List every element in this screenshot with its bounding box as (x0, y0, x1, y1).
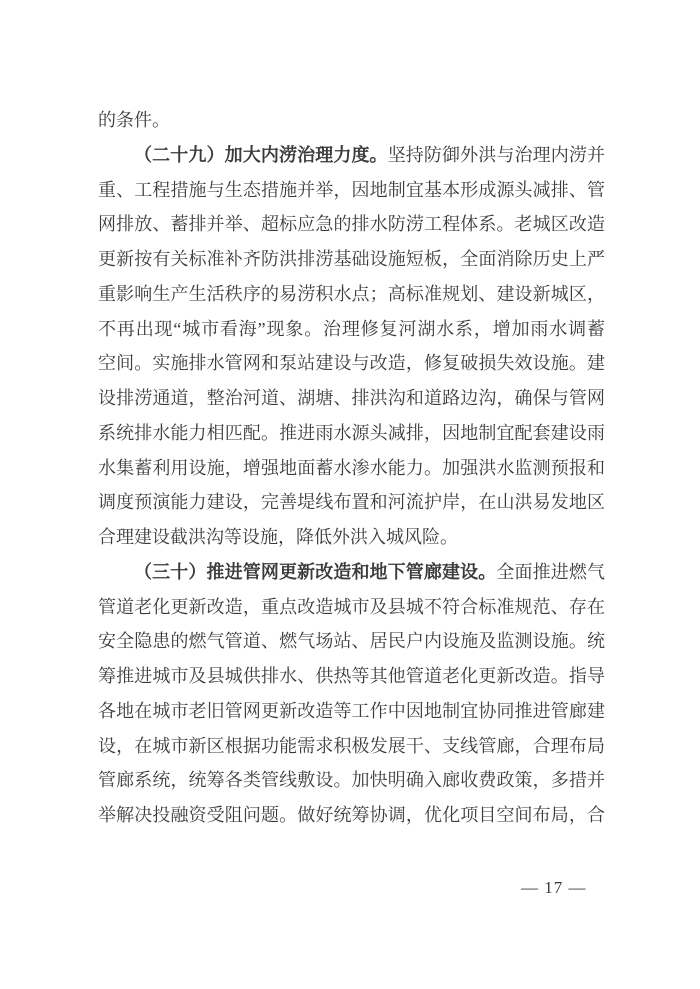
text-line (98, 624, 605, 659)
text-line-content: 管道老化更新改造，重点改造城市及县城不符合标准规范、存在 (98, 596, 605, 617)
text-line (98, 381, 605, 416)
text-line (98, 242, 605, 277)
text-line-content: 重、工程措施与生态措施并举，因地制宜基本形成源头减排、管 (98, 179, 605, 200)
text-line (98, 555, 605, 590)
text-line-content: 网排放、蓄排并举、超标应急的排水防涝工程体系。老城区改造 (98, 214, 605, 235)
text-line (98, 173, 605, 208)
text-line (98, 312, 605, 347)
text-line-content: 的条件。 (98, 110, 170, 130)
page-number: — 17 — (521, 878, 587, 897)
text-line (98, 520, 605, 555)
text-line (98, 763, 605, 798)
text-line-content: 不再出现“城市看海”现象。治理修复河湖水系，增加雨水调蓄 (98, 318, 605, 339)
text-line (98, 138, 605, 173)
text-line-content: 管廊系统，统筹各类管线敷设。加快明确入廊收费政策，多措并 (98, 770, 605, 791)
text-line (98, 346, 605, 381)
text-line-content: 筹推进城市及县城供排水、供热等其他管道老化更新改造。指导 (98, 666, 605, 686)
text-line-content: 举解决投融资受阻问题。做好统筹协调，优化项目空间布局，合 (98, 805, 605, 825)
text-line-content: 空间。实施排水管网和泵站建设与改造，修复破损失效设施。建 (98, 353, 605, 374)
text-line-content: 各地在城市老旧管网更新改造等工作中因地制宜协同推进管廊建 (98, 700, 605, 721)
text-line (98, 729, 605, 764)
text-line (98, 416, 605, 451)
text-line-content: 系统排水能力相匹配。推进雨水源头减排，因地制宜配套建设雨 (98, 422, 605, 443)
document-body (98, 103, 605, 833)
text-line-content: 安全隐患的燃气管道、燃气场站、居民户内设施及监测设施。统 (98, 631, 605, 652)
text-line-content: 设排涝通道，整治河道、湖塘、排洪沟和道路边沟，确保与管网 (98, 388, 605, 408)
text-line (98, 451, 605, 486)
text-line (98, 590, 605, 625)
text-line-content: 重影响生产生活秩序的易涝积水点；高标准规划、建设新城区， (98, 283, 605, 304)
text-line (98, 207, 605, 242)
text-line (98, 659, 605, 694)
text-line-content: 坚持防御外洪与治理内涝并 (387, 144, 606, 165)
text-line (98, 277, 605, 312)
text-line-content: 水集蓄利用设施，增强地面蓄水渗水能力。加强洪水监测预报和 (98, 457, 605, 478)
text-line-content: 调度预演能力建设，完善堤线布置和河流护岸，在山洪易发地区 (98, 492, 605, 513)
text-line-content: 设，在城市新区根据功能需求积极发展干、支线管廊，合理布局 (98, 735, 605, 756)
text-line-content: 更新按有关标准补齐防洪排涝基础设施短板，全面消除历史上严 (98, 249, 605, 269)
text-line-content: 合理建设截洪沟等设施，降低外洪入城风险。 (98, 527, 458, 547)
text-line (98, 485, 605, 520)
section-29-heading: （二十九）加大内涝治理力度。 (134, 144, 388, 165)
text-line (98, 103, 605, 138)
text-line-content: 全面推进燃气 (496, 561, 606, 582)
text-line (98, 798, 605, 833)
text-line (98, 694, 605, 729)
section-30-heading: （三十）推进管网更新改造和地下管廊建设。 (134, 561, 497, 582)
